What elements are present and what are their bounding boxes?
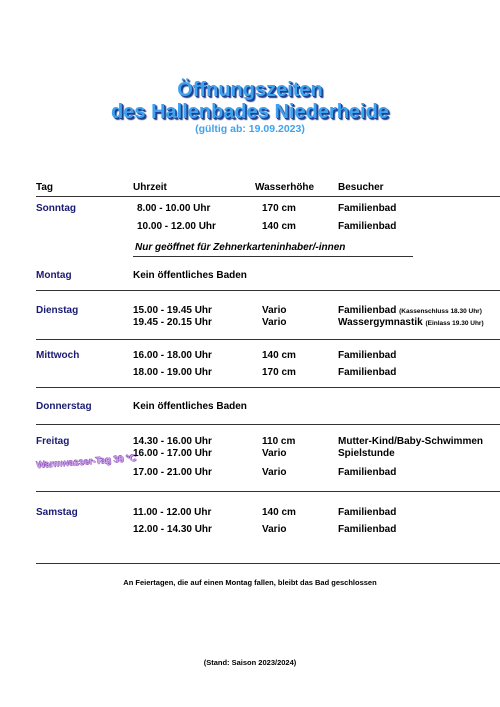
divider-dienstag — [36, 339, 500, 340]
time-freitag-1: 14.30 - 16.00 Uhr — [133, 436, 212, 447]
visitor-freitag-2: Spielstunde — [338, 448, 395, 459]
time-mittwoch-1: 16.00 - 18.00 Uhr — [133, 350, 212, 361]
stand-note: (Stand: Saison 2023/2024) — [203, 658, 297, 667]
time-mittwoch-2: 18.00 - 19.00 Uhr — [133, 367, 212, 378]
day-mittwoch: Mittwoch — [36, 350, 80, 361]
visitor-mittwoch-1: Familienbad — [338, 350, 397, 361]
height-dienstag-1: Vario — [262, 305, 287, 316]
height-freitag-1: 110 cm — [262, 436, 296, 447]
height-freitag-2: Vario — [262, 448, 287, 459]
remark-dienstag-2: (Einlass 19.30 Uhr) — [425, 320, 484, 327]
visitor-mittwoch-2: Familienbad — [338, 367, 397, 378]
holiday-note: An Feiertagen, die auf einen Montag fallen, bleibt das Bad geschlossen — [123, 578, 377, 587]
time-freitag-3: 17.00 - 21.00 Uhr — [133, 467, 212, 478]
time-dienstag-1: 15.00 - 19.45 Uhr — [133, 305, 212, 316]
day-freitag: Freitag — [36, 436, 70, 447]
column-header-wasserhoehe: Wasserhöhe — [255, 182, 315, 193]
visitor-sonntag-2: Familienbad — [338, 221, 397, 232]
day-donnerstag: Donnerstag — [36, 401, 92, 412]
divider-freitag — [36, 491, 500, 492]
divider-mittwoch — [36, 387, 500, 388]
height-mittwoch-1: 140 cm — [262, 350, 296, 361]
visitor-freitag-3: Familienbad — [338, 467, 397, 478]
day-sonntag: Sonntag — [36, 203, 76, 214]
note-divider — [133, 256, 413, 257]
visitor-dienstag-1-label: Familienbad — [338, 305, 397, 316]
visitor-dienstag-2-label: Wassergymnastik — [338, 317, 423, 328]
visitor-sonntag-1: Familienbad — [338, 203, 397, 214]
day-dienstag: Dienstag — [36, 305, 79, 316]
time-dienstag-2: 19.45 - 20.15 Uhr — [133, 317, 212, 328]
text-donnerstag: Kein öffentliches Baden — [133, 401, 247, 412]
time-samstag-1: 11.00 - 12.00 Uhr — [133, 507, 212, 518]
height-dienstag-2: Vario — [262, 317, 287, 328]
page-title-line1: Öffnungszeiten — [177, 79, 323, 101]
height-mittwoch-2: 170 cm — [262, 367, 296, 378]
divider-donnerstag — [36, 424, 500, 425]
visitor-dienstag-2 — [338, 317, 484, 330]
remark-dienstag-1: (Kassenschluss 18.30 Uhr) — [399, 308, 482, 315]
valid-from: (gültig ab: 19.09.2023) — [195, 123, 305, 135]
time-samstag-2: 12.00 - 14.30 Uhr — [133, 524, 212, 535]
column-header-besucher: Besucher — [338, 182, 384, 193]
visitor-freitag-1: Mutter-Kind/Baby-Schwimmen — [338, 436, 484, 447]
column-header-tag: Tag — [36, 182, 54, 193]
height-sonntag-2: 140 cm — [262, 221, 296, 232]
visitor-samstag-1: Familienbad — [338, 507, 397, 518]
height-samstag-1: 140 cm — [262, 507, 296, 518]
time-freitag-2: 16.00 - 17.00 Uhr — [133, 448, 212, 459]
time-sonntag-1: 8.00 - 10.00 Uhr — [137, 203, 211, 214]
height-samstag-2: Vario — [262, 524, 287, 535]
note-sonntag: Nur geöffnet für Zehnerkarteninhaber/-innen — [135, 242, 346, 253]
height-freitag-3: Vario — [262, 467, 287, 478]
column-header-uhrzeit: Uhrzeit — [133, 182, 167, 193]
visitor-samstag-2: Familienbad — [338, 524, 397, 535]
time-sonntag-2: 10.00 - 12.00 Uhr — [137, 221, 216, 232]
divider-montag — [36, 290, 500, 291]
header-divider — [36, 196, 500, 197]
text-montag: Kein öffentliches Baden — [133, 270, 247, 281]
height-sonntag-1: 170 cm — [262, 203, 296, 214]
day-samstag: Samstag — [36, 507, 78, 518]
warmwasser-tag-stamp: Warmwasser-Tag 30 °C — [36, 453, 137, 471]
divider-samstag — [36, 563, 500, 564]
page-title-line2: des Hallenbades Niederheide — [111, 101, 389, 123]
day-montag: Montag — [36, 270, 72, 281]
